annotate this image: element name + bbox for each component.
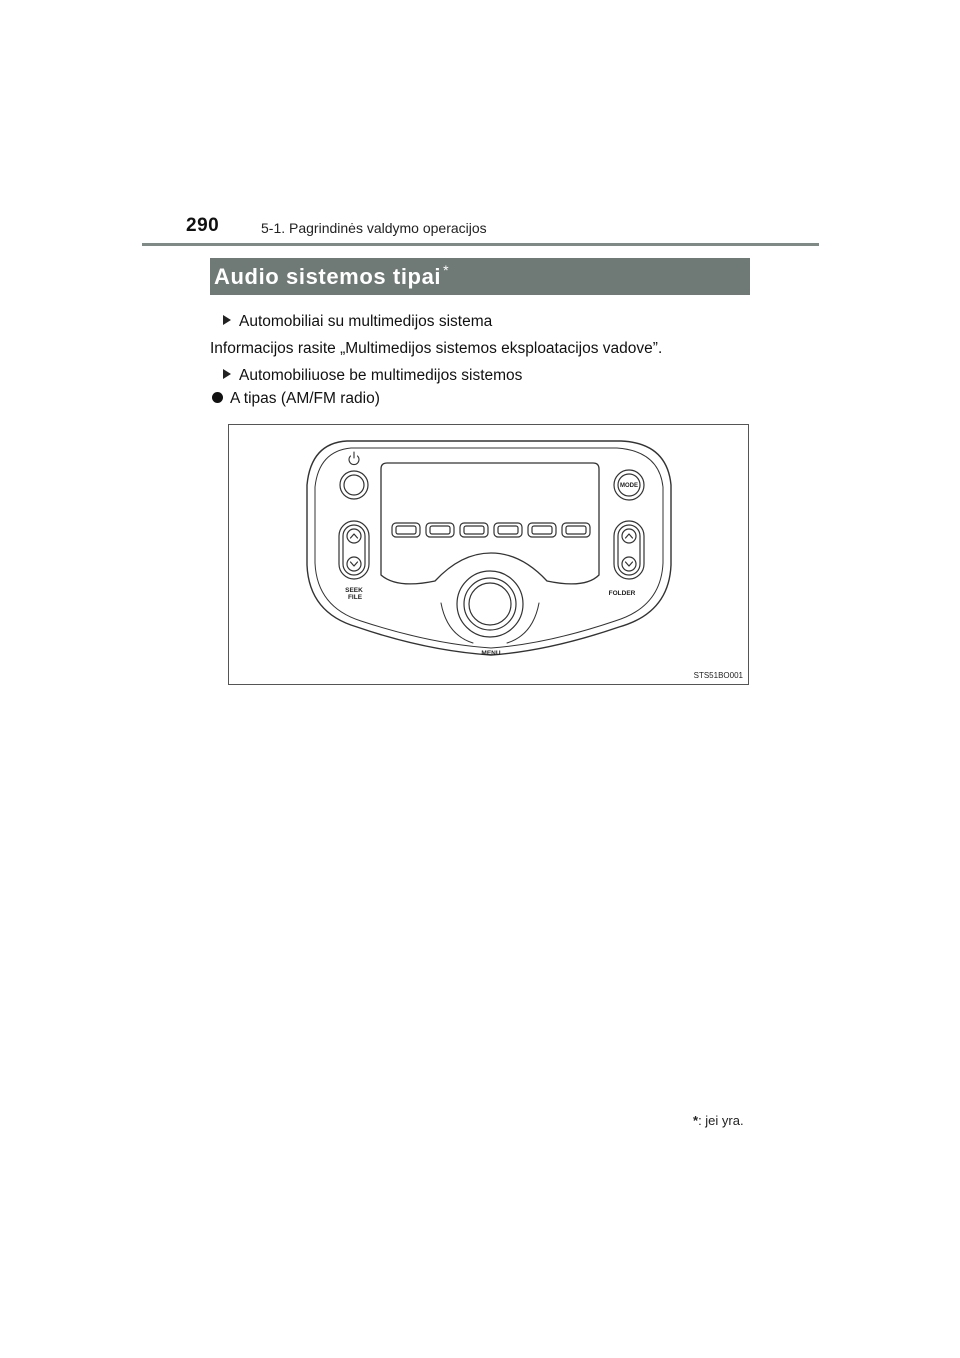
mode-label: MODE <box>620 483 638 489</box>
title-marker: * <box>443 262 450 278</box>
figure-code: STS51BO001 <box>693 671 743 680</box>
folder-rocker <box>614 521 644 579</box>
power-icon <box>349 452 359 465</box>
audio-panel-diagram <box>229 425 748 684</box>
header-divider <box>142 243 819 246</box>
list-item-label: Automobiliuose be multimedijos sistemos <box>239 367 523 384</box>
folder-label: FOLDER <box>608 590 636 597</box>
page-number: 290 <box>186 215 220 236</box>
circle-bullet-icon <box>212 392 223 403</box>
seek-label: SEEK <box>345 587 363 594</box>
audio-panel-figure <box>228 424 749 685</box>
footnote-text: : jei yra. <box>698 1113 744 1128</box>
panel-inner-outline <box>315 448 663 648</box>
bullet-label: A tipas (AM/FM radio) <box>230 390 380 407</box>
footnote <box>693 1113 744 1128</box>
list-item-multimedia <box>223 313 492 331</box>
list-item-no-multimedia <box>223 367 522 385</box>
page-title <box>214 262 449 290</box>
seek-file-rocker <box>339 521 369 579</box>
section-heading: 5-1. Pagrindinės valdymo operacijos <box>261 220 487 236</box>
bullet-type-a <box>212 390 380 408</box>
menu-knob <box>441 571 539 643</box>
preset-buttons <box>392 523 590 537</box>
footnote-marker: * <box>693 1113 699 1128</box>
triangle-bullet-icon <box>223 315 231 325</box>
triangle-bullet-icon <box>223 369 231 379</box>
power-knob <box>340 471 368 499</box>
menu-label: MENU <box>481 650 501 657</box>
info-paragraph: Informacijos rasite „Multimedijos sistemos eksploatacijos vadove”. <box>210 340 663 357</box>
page-title-text: Audio sistemos tipai <box>214 264 442 289</box>
file-label: FILE <box>347 594 363 601</box>
list-item-label: Automobiliai su multimedijos sistema <box>239 313 493 330</box>
